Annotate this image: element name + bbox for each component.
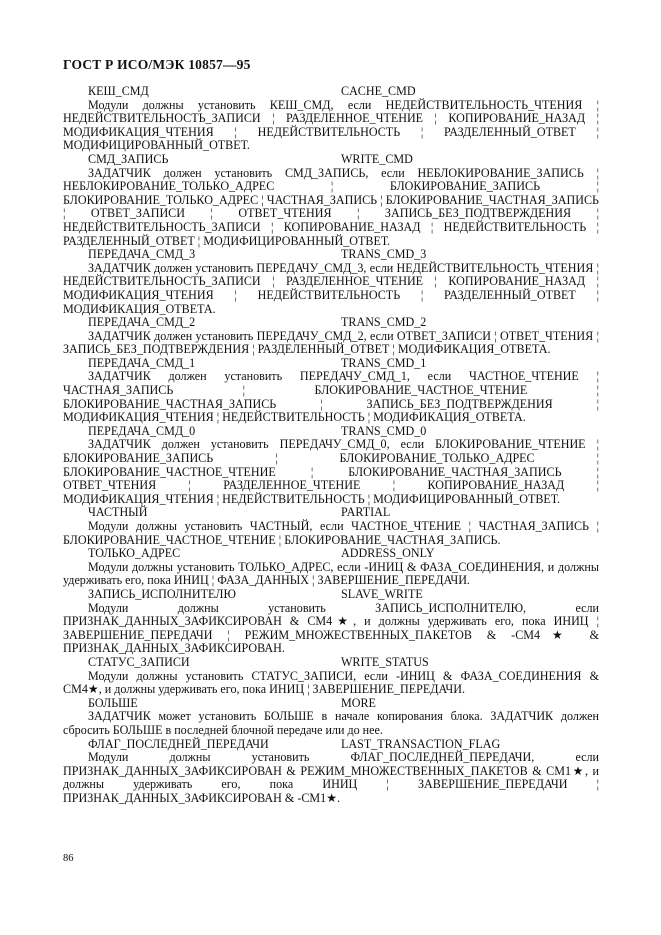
- english-term: TRANS_CMD_3: [341, 247, 427, 262]
- definition-entry-write-cmd: [63, 153, 599, 248]
- russian-term: ПЕРЕДАЧА_СМД_0: [88, 423, 196, 438]
- russian-term: ПЕРЕДАЧА_СМД_1: [88, 355, 196, 370]
- page-header: ГОСТ Р ИСО/МЭК 10857—95: [63, 57, 251, 72]
- page-number: 86: [63, 853, 74, 864]
- definition-entry-trans-cmd-0: [63, 425, 599, 507]
- definition-entry-address-only: [63, 547, 599, 588]
- english-term: TRANS_CMD_1: [341, 355, 427, 370]
- definition-text: ЗАДАТЧИК должен установить ПЕРЕДАЧУ_СМД_2, если ОТВЕТ_ЗАПИСИ ¦ ОТВЕТ_ЧТЕНИЯ ¦ ЗАПИСЬ_БЕЗ_ПОДТВЕРЖДЕНИЯ ¦ РАЗДЕЛЕННЫЙ_ОТВЕТ ¦ МОДИФИКАЦИЯ_ОТВЕТА.: [63, 328, 599, 357]
- definition-entry-trans-cmd-1: [63, 357, 599, 425]
- russian-term: СМД_ЗАПИСЬ: [88, 151, 169, 166]
- english-term: MORE: [341, 695, 376, 710]
- russian-term: СТАТУС_ЗАПИСИ: [88, 654, 190, 669]
- english-term: LAST_TRANSACTION_FLAG: [341, 736, 501, 751]
- definition-text: ЗАДАТЧИК должен установить ПЕРЕДАЧУ_СМД_0, если БЛОКИРОВАНИЕ_ЧТЕНИЕ ¦ БЛОКИРОВАНИЕ_ЗАПИСЬ ¦ БЛОКИРОВАНИЕ_ТОЛЬКО_АДРЕС ¦ БЛОКИРОВАНИЕ_ЧАСТНОЕ_ЧТЕНИЕ ¦ БЛОКИРОВАНИЕ_ЧАСТНАЯ_ЗАПИСЬ ¦ ОТВЕТ_ЧТЕНИЯ ¦ РАЗДЕЛЕННОЕ_ЧТЕНИЕ ¦ КОПИРОВАНИЕ_НАЗАД ¦ МОДИФИКАЦИЯ_ЧТЕНИЯ ¦ НЕДЕЙСТВИТЕЛЬНОСТЬ ¦ МОДИФИЦИРОВАННЫЙ_ОТВЕТ.: [63, 437, 599, 506]
- russian-term: ЧАСТНЫЙ: [88, 505, 148, 520]
- definition-text: Модули должны установить КЕШ_СМД, если НЕДЕЙСТВИТЕЛЬНОСТЬ_ЧТЕНИЯ ¦ НЕДЕЙСТВИТЕЛЬНОСТЬ_ЗАПИСИ ¦ РАЗДЕЛЕННОЕ_ЧТЕНИЕ ¦ КОПИРОВАНИЕ_НАЗАД ¦ МОДИФИКАЦИЯ_ЧТЕНИЯ ¦ НЕДЕЙСТВИТЕЛЬНОСТЬ ¦ РАЗДЕЛЕННЫЙ_ОТВЕТ ¦ МОДИФИЦИРОВАННЫЙ_ОТВЕТ.: [63, 97, 599, 153]
- russian-term: ЗАПИСЬ_ИСПОЛНИТЕЛЮ: [88, 586, 236, 601]
- definition-entry-partial: [63, 506, 599, 547]
- definition-text: Модули должны установить ЧАСТНЫЙ, если ЧАСТНОЕ_ЧТЕНИЕ ¦ ЧАСТНАЯ_ЗАПИСЬ ¦ БЛОКИРОВАНИЕ_ЧАСТНОЕ_ЧТЕНИЕ ¦ БЛОКИРОВАНИЕ_ЧАСТНАЯ_ЗАПИСЬ.: [63, 519, 599, 547]
- definition-text: ЗАДАТЧИК должен установить ПЕРЕДАЧУ_СМД_1, если ЧАСТНОЕ_ЧТЕНИЕ ¦ ЧАСТНАЯ_ЗАПИСЬ ¦ БЛОКИРОВАНИЕ_ЧАСТНОЕ_ЧТЕНИЕ ¦ БЛОКИРОВАНИЕ_ЧАСТНАЯ_ЗАПИСЬ ¦ ЗАПИСЬ_БЕЗ_ПОДТВЕРЖДЕНИЯ ¦ МОДИФИКАЦИЯ_ЧТЕНИЯ ¦ НЕДЕЙСТВИТЕЛЬНОСТЬ ¦ МОДИФИКАЦИЯ_ОТВЕТА.: [63, 369, 599, 425]
- russian-term: ПЕРЕДАЧА_СМД_3: [88, 247, 196, 262]
- definition-entry-slave-write: [63, 588, 599, 656]
- definition-text: Модули должны установить ФЛАГ_ПОСЛЕДНЕЙ_ПЕРЕДАЧИ, если ПРИЗНАК_ДАННЫХ_ЗАФИКСИРОВАН & РЕЖИМ_МНОЖЕСТВЕННЫХ_ПАКЕТОВ & СМ1★, и должны удерживать его, пока ИНИЦ ¦ ЗАВЕРШЕНИЕ_ПЕРЕДАЧИ ¦ ПРИЗНАК_ДАННЫХ_ЗАФИКСИРОВАН & -СМ1★.: [63, 750, 599, 805]
- definition-entry-trans-cmd-2: [63, 316, 599, 357]
- russian-term: БОЛЬШЕ: [88, 695, 138, 710]
- english-term: PARTIAL: [341, 505, 391, 520]
- english-term: CACHE_CMD: [341, 84, 416, 98]
- english-term: TRANS_CMD_0: [341, 423, 427, 438]
- definition-entry-cache-cmd: [63, 85, 599, 153]
- definition-entry-write-status: [63, 656, 599, 697]
- definition-text: Модули должны установить ЗАПИСЬ_ИСПОЛНИТЕЛЮ, если ПРИЗНАК_ДАННЫХ_ЗАФИКСИРОВАН & СМ4★, и должны удерживать его, пока ИНИЦ ¦ ЗАВЕРШЕНИЕ_ПЕРЕДАЧИ ¦ РЕЖИМ_МНОЖЕСТВЕННЫХ_ПАКЕТОВ & -СМ4★ & ПРИЗНАК_ДАННЫХ_ЗАФИКСИРОВАН.: [63, 600, 599, 656]
- russian-term: ПЕРЕДАЧА_СМД_2: [88, 315, 196, 330]
- english-term: WRITE_CMD: [341, 151, 413, 166]
- russian-term: ФЛАГ_ПОСЛЕДНЕЙ_ПЕРЕДАЧИ: [88, 736, 269, 751]
- russian-term: ТОЛЬКО_АДРЕС: [88, 546, 181, 561]
- definition-entry-more: [63, 697, 599, 738]
- definition-text: Модули должны установить ТОЛЬКО_АДРЕС, если -ИНИЦ & ФАЗА_СОЕДИНЕНИЯ, и должны удерживать его, пока ИНИЦ ¦ ФАЗА_ДАННЫХ ¦ ЗАВЕРШЕНИЕ_ПЕРЕДАЧИ.: [63, 559, 599, 588]
- definition-entry-trans-cmd-3: [63, 248, 599, 316]
- definition-text: ЗАДАТЧИК должен установить ПЕРЕДАЧУ_СМД_3, если НЕДЕЙСТВИТЕЛЬНОСТЬ_ЧТЕНИЯ ¦ НЕДЕЙСТВИТЕЛЬНОСТЬ_ЗАПИСИ ¦ РАЗДЕЛЕННОЕ_ЧТЕНИЕ ¦ КОПИРОВАНИЕ_НАЗАД ¦ МОДИФИКАЦИЯ_ЧТЕНИЯ ¦ НЕДЕЙСТВИТЕЛЬНОСТЬ ¦ РАЗДЕЛЕННЫЙ_ОТВЕТ ¦ МОДИФИКАЦИЯ_ОТВЕТА.: [63, 260, 599, 316]
- english-term: SLAVE_WRITE: [341, 586, 423, 601]
- english-term: TRANS_CMD_2: [341, 315, 427, 330]
- definition-text: ЗАДАТЧИК должен установить СМД_ЗАПИСЬ, если НЕБЛОКИРОВАНИЕ_ЗАПИСЬ ¦ НЕБЛОКИРОВАНИЕ_ТОЛЬКО_АДРЕС ¦ БЛОКИРОВАНИЕ_ЗАПИСЬ ¦ БЛОКИРОВАНИЕ_ТОЛЬКО_АДРЕС ¦ ЧАСТНАЯ_ЗАПИСЬ ¦ БЛОКИРОВАНИЕ_ЧАСТНАЯ_ЗАПИСЬ ¦ ОТВЕТ_ЗАПИСИ ¦ ОТВЕТ_ЧТЕНИЯ ¦ ЗАПИСЬ_БЕЗ_ПОДТВЕРЖДЕНИЯ ¦ НЕДЕЙСТВИТЕЛЬНОСТЬ_ЗАПИСИ ¦ КОПИРОВАНИЕ_НАЗАД ¦ НЕДЕЙСТВИТЕЛЬНОСТЬ ¦ РАЗДЕЛЕННЫЙ_ОТВЕТ ¦ МОДИФИЦИРОВАННЫЙ_ОТВЕТ.: [63, 165, 599, 248]
- russian-term: КЕШ_СМД: [88, 84, 149, 98]
- definition-text: ЗАДАТЧИК может установить БОЛЬШЕ в начале копирования блока. ЗАДАТЧИК должен сбросить БОЛЬШЕ в последней блочной передаче или до нее.: [63, 709, 599, 737]
- english-term: WRITE_STATUS: [341, 654, 429, 669]
- definitions-list: [63, 85, 599, 805]
- english-term: ADDRESS_ONLY: [341, 546, 435, 561]
- definition-text: Модули должны установить СТАТУС_ЗАПИСИ, если -ИНИЦ & ФАЗА_СОЕДИНЕНИЯ & СМ4★, и должны удерживать его, пока ИНИЦ ¦ ЗАВЕРШЕНИЕ_ПЕРЕДАЧИ.: [63, 668, 599, 697]
- definition-entry-last-transaction-flag: [63, 738, 599, 806]
